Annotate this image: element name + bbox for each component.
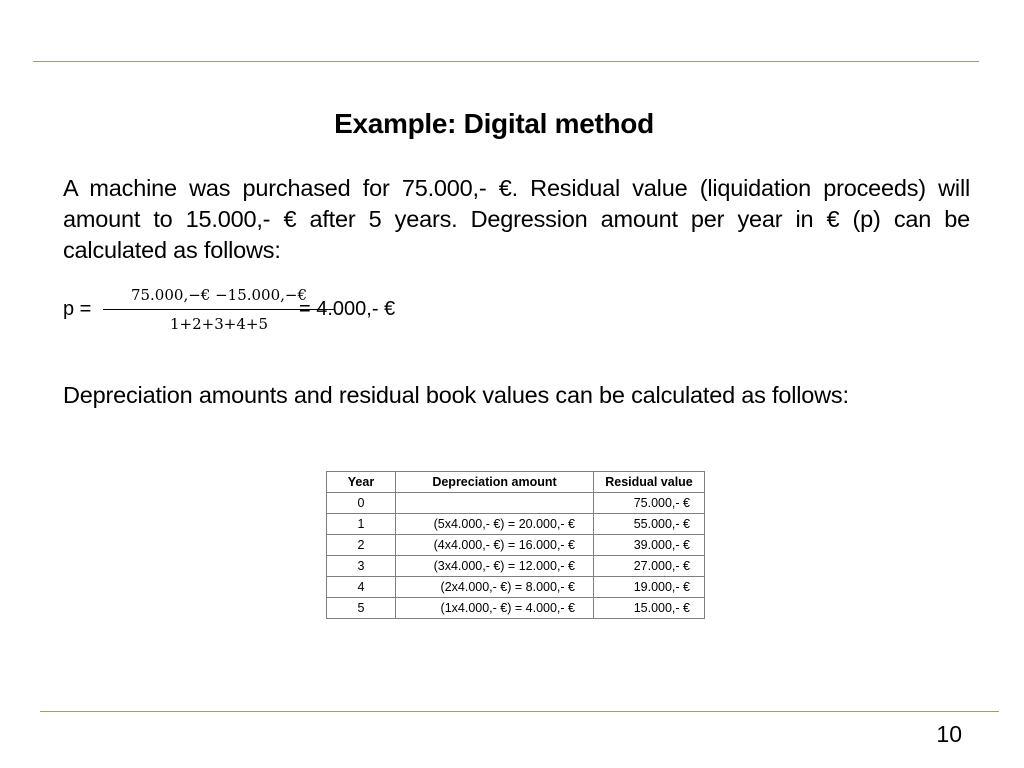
top-divider <box>33 61 979 62</box>
cell-residual: 39.000,- € <box>594 535 705 556</box>
table-row <box>327 598 705 619</box>
page-number: 10 <box>936 721 962 747</box>
slide-title: Example: Digital method <box>334 108 654 139</box>
table-row <box>327 556 705 577</box>
intro-paragraph: A machine was purchased for 75.000,- €. Residual value (liquidation proceeds) will amount to 15.000,- € after 5 years. Degression amount per year in € (p) can be calculated as follows: <box>63 175 970 263</box>
cell-year: 4 <box>327 577 396 598</box>
formula <box>63 284 483 338</box>
cell-depreciation: (2x4.000,- €) = 8.000,- € <box>396 577 594 598</box>
cell-year: 2 <box>327 535 396 556</box>
formula-result: = 4.000,- € <box>299 298 396 320</box>
cell-residual: 19.000,- € <box>594 577 705 598</box>
cell-year: 1 <box>327 514 396 535</box>
depreciation-table <box>326 471 705 619</box>
formula-numerator: 75.000,−€ −15.000,−€ <box>130 286 308 304</box>
cell-residual: 55.000,- € <box>594 514 705 535</box>
table-row <box>327 514 705 535</box>
formula-lhs: p = <box>63 298 92 320</box>
table-row <box>327 577 705 598</box>
bottom-divider <box>40 711 999 712</box>
table-row <box>327 493 705 514</box>
header-residual: Residual value <box>594 472 705 493</box>
table-header-row <box>327 472 705 493</box>
cell-year: 5 <box>327 598 396 619</box>
cell-depreciation <box>396 493 594 514</box>
cell-depreciation: (5x4.000,- €) = 20.000,- € <box>396 514 594 535</box>
cell-year: 3 <box>327 556 396 577</box>
table-row <box>327 535 705 556</box>
cell-residual: 15.000,- € <box>594 598 705 619</box>
cell-depreciation: (1x4.000,- €) = 4.000,- € <box>396 598 594 619</box>
cell-depreciation: (3x4.000,- €) = 12.000,- € <box>396 556 594 577</box>
cell-year: 0 <box>327 493 396 514</box>
formula-denominator: 1+2+3+4+5 <box>170 315 268 333</box>
cell-residual: 27.000,- € <box>594 556 705 577</box>
cell-residual: 75.000,- € <box>594 493 705 514</box>
depreciation-intro: Depreciation amounts and residual book values can be calculated as follows: <box>63 382 849 408</box>
header-year: Year <box>327 472 396 493</box>
cell-depreciation: (4x4.000,- €) = 16.000,- € <box>396 535 594 556</box>
header-depreciation: Depreciation amount <box>396 472 594 493</box>
